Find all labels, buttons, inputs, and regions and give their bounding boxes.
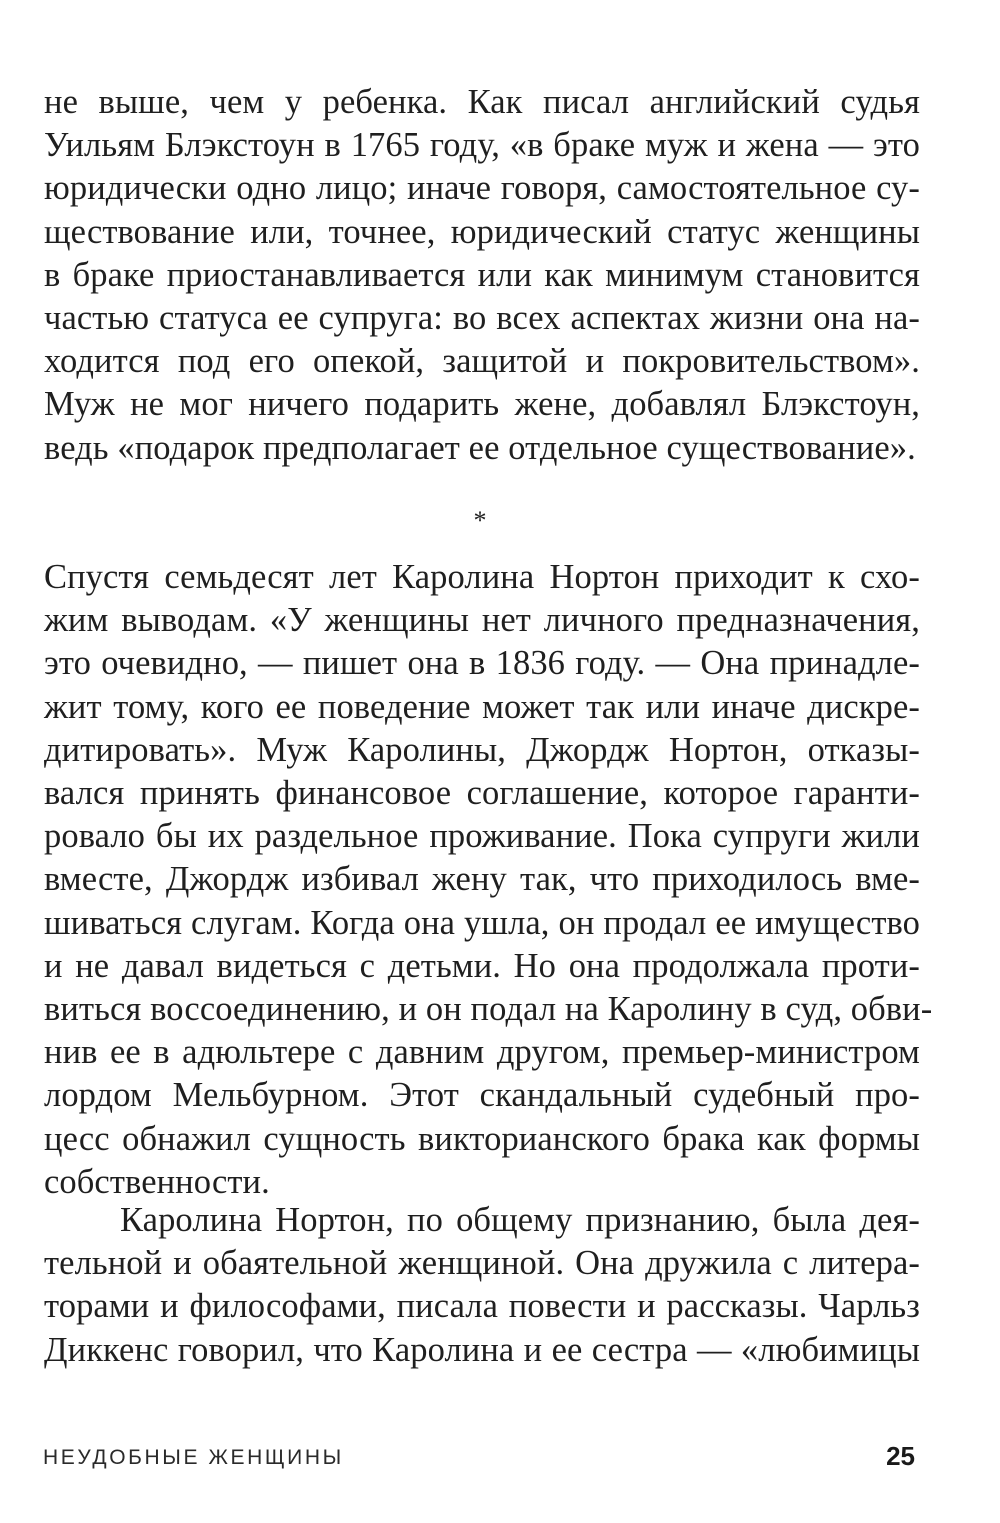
text-line: юридически одно лицо; иначе говоря, самостоятельное су- xyxy=(44,169,920,208)
text-line: ведь «подарок предполагает ее отдельное существование». xyxy=(44,428,916,467)
text-line: виться воссоединению, и он подал на Каролину в суд, обви- xyxy=(44,990,933,1029)
paragraph-caroline-character xyxy=(44,1199,920,1372)
text-line: вместе, Джордж избивал жену так, что приходилось вме- xyxy=(44,860,920,899)
text-line: ществование или, точнее, юридический статус женщины xyxy=(44,212,920,251)
text-line: жим выводам. «У женщины нет личного предназначения, xyxy=(44,601,920,640)
text-line: шиваться слугам. Когда она ушла, он продал ее имущество xyxy=(44,903,920,942)
text-line: вался принять финансовое соглашение, которое гаранти- xyxy=(44,774,920,813)
text-line: и не давал видеться с детьми. Но она продолжала проти- xyxy=(44,946,920,985)
section-separator-asterisk: * xyxy=(473,506,487,535)
text-line: цесс обнажил сущность викторианского брака как формы xyxy=(44,1119,920,1158)
text-line: ровало бы их раздельное проживание. Пока супруги жили xyxy=(44,817,920,856)
page-number: 25 xyxy=(886,1441,915,1471)
running-footer-book-title: НЕУДОБНЫЕ ЖЕНЩИНЫ xyxy=(43,1446,344,1469)
text-line: Каролина Нортон, по общему признанию, была дея- xyxy=(120,1201,920,1239)
text-line: собственности. xyxy=(44,1162,270,1201)
text-line: это очевидно, — пишет она в 1836 году. — Она принадле- xyxy=(44,644,920,683)
text-line: Муж не мог ничего подарить жене, добавлял Блэкстоун, xyxy=(44,385,920,424)
text-line: в браке приостанавливается или как минимум становится xyxy=(44,255,920,294)
text-line: тельной и обаятельной женщиной. Она дружила с литера- xyxy=(44,1244,920,1283)
text-line: не выше, чем у ребенка. Как писал английский судья xyxy=(44,83,920,121)
text-line: жит тому, кого ее поведение может так или иначе дискре- xyxy=(44,687,920,726)
text-line: Диккенс говорил, что Каролина и ее сестра — «любимицы xyxy=(44,1330,920,1369)
text-line: Спустя семьдесят лет Каролина Нортон приходит к схо- xyxy=(44,558,920,596)
text-line: нив ее в адюльтере с давним другом, премьер-министром xyxy=(44,1033,920,1072)
text-line: Уильям Блэкстоун в 1765 году, «в браке муж и жена — это xyxy=(44,126,920,165)
text-line: торами и философами, писала повести и рассказы. Чарльз xyxy=(44,1287,920,1326)
paragraph-caroline-norton xyxy=(44,556,933,1204)
text-line: ходится под его опекой, защитой и покровительством». xyxy=(44,342,920,381)
paragraph-blackstone-quote xyxy=(44,81,920,470)
text-line: частью статуса ее супруга: во всех аспектах жизни она на- xyxy=(44,299,920,338)
text-line: лордом Мельбурном. Этот скандальный судебный про- xyxy=(44,1076,920,1115)
text-line: дитировать». Муж Каролины, Джордж Нортон, отказы- xyxy=(44,730,920,769)
